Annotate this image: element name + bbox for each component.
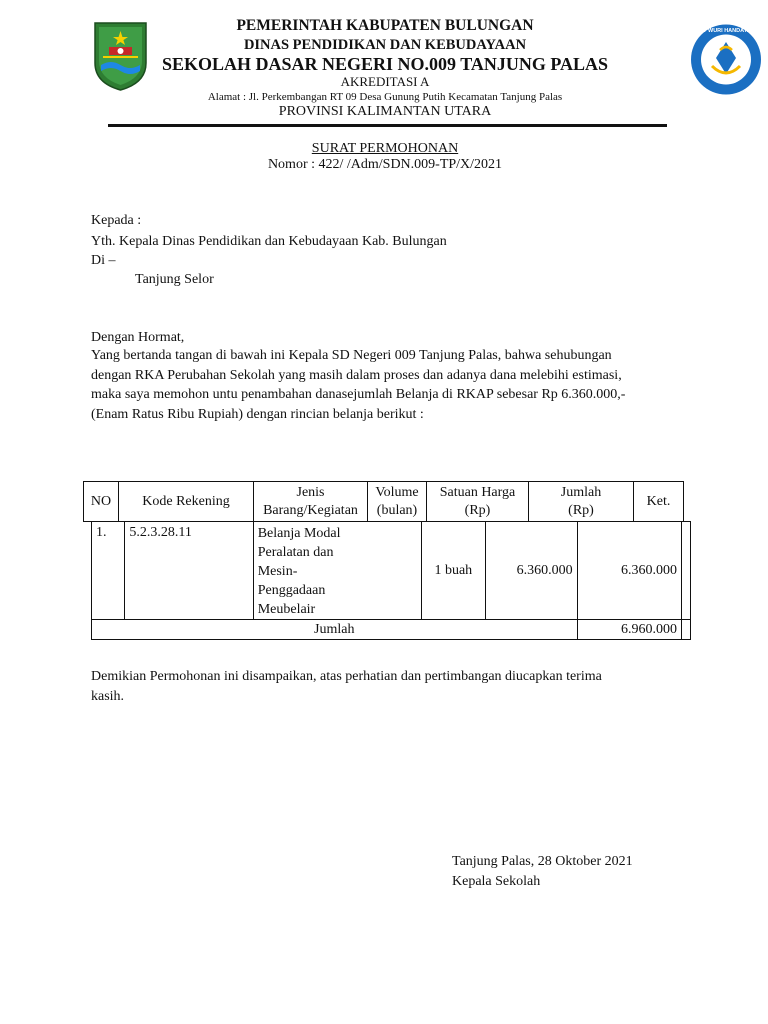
cell-jenis-line: Belanja Modal: [257, 526, 341, 541]
cell-jenis-line: Peralatan dan: [257, 545, 334, 560]
body-line: dengan RKA Perubahan Sekolah yang masih dalam proses dan adanya dana melebihi estimasi,: [91, 367, 622, 383]
school-address: Alamat : Jl. Perkembangan RT 09 Desa Gunung Putih Kecamatan Tanjung Palas: [207, 91, 563, 103]
cell-jenis-line: Penggadaan: [257, 583, 326, 598]
cell-jenis-line: Meubelair: [257, 602, 316, 617]
col-kode-header: Kode Rekening: [119, 482, 254, 522]
header-text: Jenis: [296, 484, 325, 500]
letter-title: [160, 141, 610, 157]
header-text: (bulan): [376, 502, 418, 518]
addressee: Yth. Kepala Dinas Pendidikan dan Kebudayaan Kab. Bulungan: [91, 234, 447, 249]
body-line: (Enam Ratus Ribu Rupiah) dengan rincian belanja berikut :: [91, 406, 424, 422]
header-text: Satuan Harga: [439, 484, 516, 500]
col-jumlah-header: [529, 482, 634, 522]
cell-kode: 5.2.3.28.11: [125, 522, 253, 620]
closing-line: kasih.: [91, 688, 125, 704]
letterhead-line2: DINAS PENDIDIKAN DAN KEBUDAYAAN: [243, 37, 527, 53]
signer-position: Kepala Sekolah: [452, 874, 541, 889]
budget-table-header: [83, 481, 684, 522]
col-ket-header: Ket.: [634, 482, 684, 522]
accreditation: AKREDITASI A: [340, 74, 430, 89]
cell-no: 1.: [92, 522, 125, 620]
total-label: Jumlah: [92, 620, 578, 640]
province: PROVINSI KALIMANTAN UTARA: [278, 104, 492, 119]
tut-wuri-handayani-emblem-icon: [690, 22, 762, 97]
table-row: [92, 522, 691, 620]
header-text: (Rp): [568, 502, 594, 518]
col-satuan-header: [427, 482, 529, 522]
kabupaten-bulungan-emblem-icon: [91, 21, 150, 91]
header-text: Jumlah: [560, 484, 602, 500]
salutation: Dengan Hormat,: [91, 330, 185, 345]
header-text: Volume: [375, 484, 419, 500]
letter-date: Tanjung Palas, 28 Oktober 2021: [452, 854, 633, 869]
letter-number: Nomor : 422/ /Adm/SDN.009-TP/X/2021: [267, 157, 503, 172]
closing-line: Demikian Permohonan ini disampaikan, atas perhatian dan pertimbangan diucapkan terima: [91, 669, 602, 684]
kepada-label: Kepada :: [91, 213, 142, 228]
letterhead-divider: [108, 124, 667, 127]
total-value: 6.960.000: [577, 620, 681, 640]
budget-table-body: [91, 521, 691, 640]
col-jenis-header: [254, 482, 368, 522]
body-line: maka saya memohon untu penambahan danasejumlah Belanja di RKAP sebesar Rp 6.360.000,-: [91, 387, 626, 402]
logo-right-text: TUT WURI HANDAYANI: [695, 28, 757, 34]
letter-body: [91, 346, 691, 424]
letterhead-line1: PEMERINTAH KABUPATEN BULUNGAN: [236, 17, 534, 34]
letter-title-text: SURAT PERMOHONAN: [311, 141, 459, 156]
cell-jumlah: 6.360.000: [577, 522, 681, 620]
school-name: SEKOLAH DASAR NEGERI NO.009 TANJUNG PALAS: [161, 54, 609, 74]
col-volume-header: [368, 482, 427, 522]
cell-jenis: [253, 522, 421, 620]
cell-satuan: 6.360.000: [485, 522, 577, 620]
col-no-header: NO: [84, 482, 119, 522]
total-ket: [682, 620, 691, 640]
cell-ket: [682, 522, 691, 620]
di-label: Di –: [91, 253, 116, 268]
table-total-row: [92, 620, 691, 640]
cell-jenis-line: Mesin-: [257, 564, 298, 579]
addressee-location: Tanjung Selor: [135, 272, 214, 287]
closing-paragraph: [91, 667, 691, 706]
body-line: Yang bertanda tangan di bawah ini Kepala SD Negeri 009 Tanjung Palas, bahwa sehubungan: [91, 348, 612, 363]
cell-volume: 1 buah: [421, 522, 485, 620]
header-text: (Rp): [464, 502, 491, 518]
header-text: Barang/Kegiatan: [263, 502, 358, 518]
